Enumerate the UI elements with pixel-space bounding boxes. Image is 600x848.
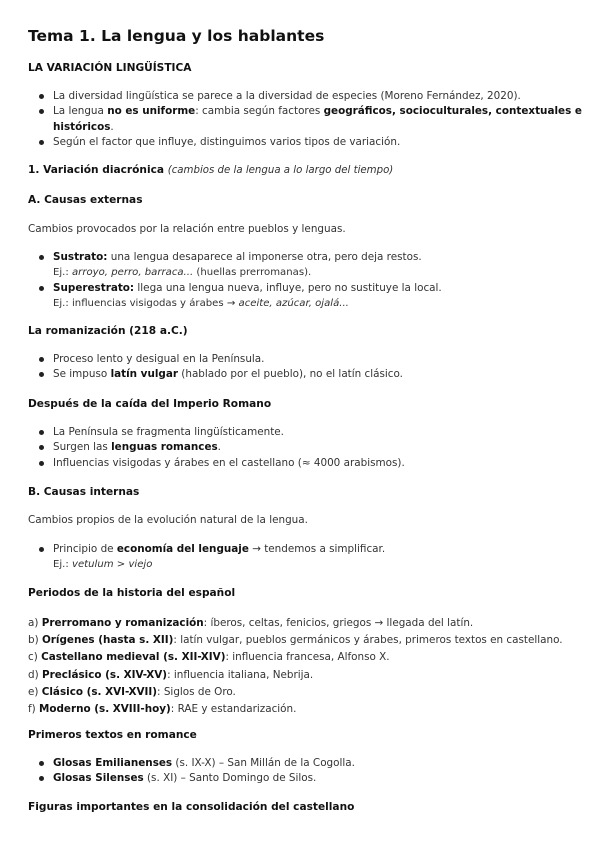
list-item: La diversidad lingüística se parece a la diversidad de especies (Moreno Fernández, 2020). bbox=[34, 89, 582, 104]
periodos-list bbox=[28, 615, 563, 718]
list-internas bbox=[34, 542, 385, 573]
subheading-causas-internas: B. Causas internas bbox=[28, 486, 140, 498]
periodo-row: d) Preclásico (s. XIV-XV): influencia italiana, Nebrija. bbox=[28, 668, 314, 681]
paragraph-internas: Cambios propios de la evolución natural de la lengua. bbox=[28, 514, 308, 526]
paragraph-externas: Cambios provocados por la relación entre pueblos y lenguas. bbox=[28, 223, 346, 235]
subheading-causas-externas: A. Causas externas bbox=[28, 194, 143, 206]
subheading-textos: Primeros textos en romance bbox=[28, 729, 197, 741]
subheading-caida: Después de la caída del Imperio Romano bbox=[28, 398, 272, 410]
list-item: Glosas Silenses (s. XI) – Santo Domingo de Silos. bbox=[34, 771, 355, 786]
list-item: Proceso lento y desigual en la Península. bbox=[34, 352, 403, 367]
section-heading-variacion: LA VARIACIÓN LINGÜÍSTICA bbox=[28, 62, 192, 74]
list-item: Principio de economía del lenguaje → tendemos a simplificar. Ej.: vetulum > viejo bbox=[34, 542, 385, 573]
subheading-romanizacion: La romanización (218 a.C.) bbox=[28, 325, 188, 337]
periodo-row: f) Moderno (s. XVIII-hoy): RAE y estandarización. bbox=[28, 703, 297, 716]
list-item: Sustrato: una lengua desaparece al imponerse otra, pero deja restos. Ej.: arroyo, perro, barraca... (huellas prerromanas). bbox=[34, 250, 442, 281]
list-textos bbox=[34, 756, 355, 787]
periodo-row: e) Clásico (s. XVI-XVII): Siglos de Oro. bbox=[28, 685, 236, 698]
list-externas bbox=[34, 250, 442, 312]
list-variacion bbox=[34, 89, 582, 151]
list-item: Se impuso latín vulgar (hablado por el pueblo), no el latín clásico. bbox=[34, 367, 403, 382]
subheading-periodos: Periodos de la historia del español bbox=[28, 587, 236, 599]
periodo-row: b) Orígenes (hasta s. XII): latín vulgar, pueblos germánicos y árabes, primeros textos en castellano. bbox=[28, 634, 563, 647]
list-item: Surgen las lenguas romances. bbox=[34, 440, 405, 455]
list-caida bbox=[34, 425, 405, 471]
section-heading-diacronica: 1. Variación diacrónica (cambios de la lengua a lo largo del tiempo) bbox=[28, 164, 394, 176]
page-title: Tema 1. La lengua y los hablantes bbox=[28, 27, 325, 45]
periodo-row: c) Castellano medieval (s. XII-XIV): influencia francesa, Alfonso X. bbox=[28, 651, 390, 664]
list-item: Influencias visigodas y árabes en el castellano (≈ 4000 arabismos). bbox=[34, 456, 405, 471]
list-item: Glosas Emilianenses (s. IX-X) – San Millán de la Cogolla. bbox=[34, 756, 355, 771]
list-item: La Península se fragmenta lingüísticamente. bbox=[34, 425, 405, 440]
list-romanizacion bbox=[34, 352, 403, 383]
subheading-figuras: Figuras importantes en la consolidación del castellano bbox=[28, 801, 355, 813]
list-item: Superestrato: llega una lengua nueva, influye, pero no sustituye la local. Ej.: influencias visigodas y árabes → aceite, azúcar, ojalá... bbox=[34, 281, 442, 312]
periodo-row: a) Prerromano y romanización: íberos, celtas, fenicios, griegos → llegada del latín. bbox=[28, 617, 474, 629]
list-item: Según el factor que influye, distinguimos varios tipos de variación. bbox=[34, 135, 582, 150]
list-item: La lengua no es uniforme: cambia según factores geográficos, socioculturales, contextuales e históricos. bbox=[34, 104, 582, 135]
